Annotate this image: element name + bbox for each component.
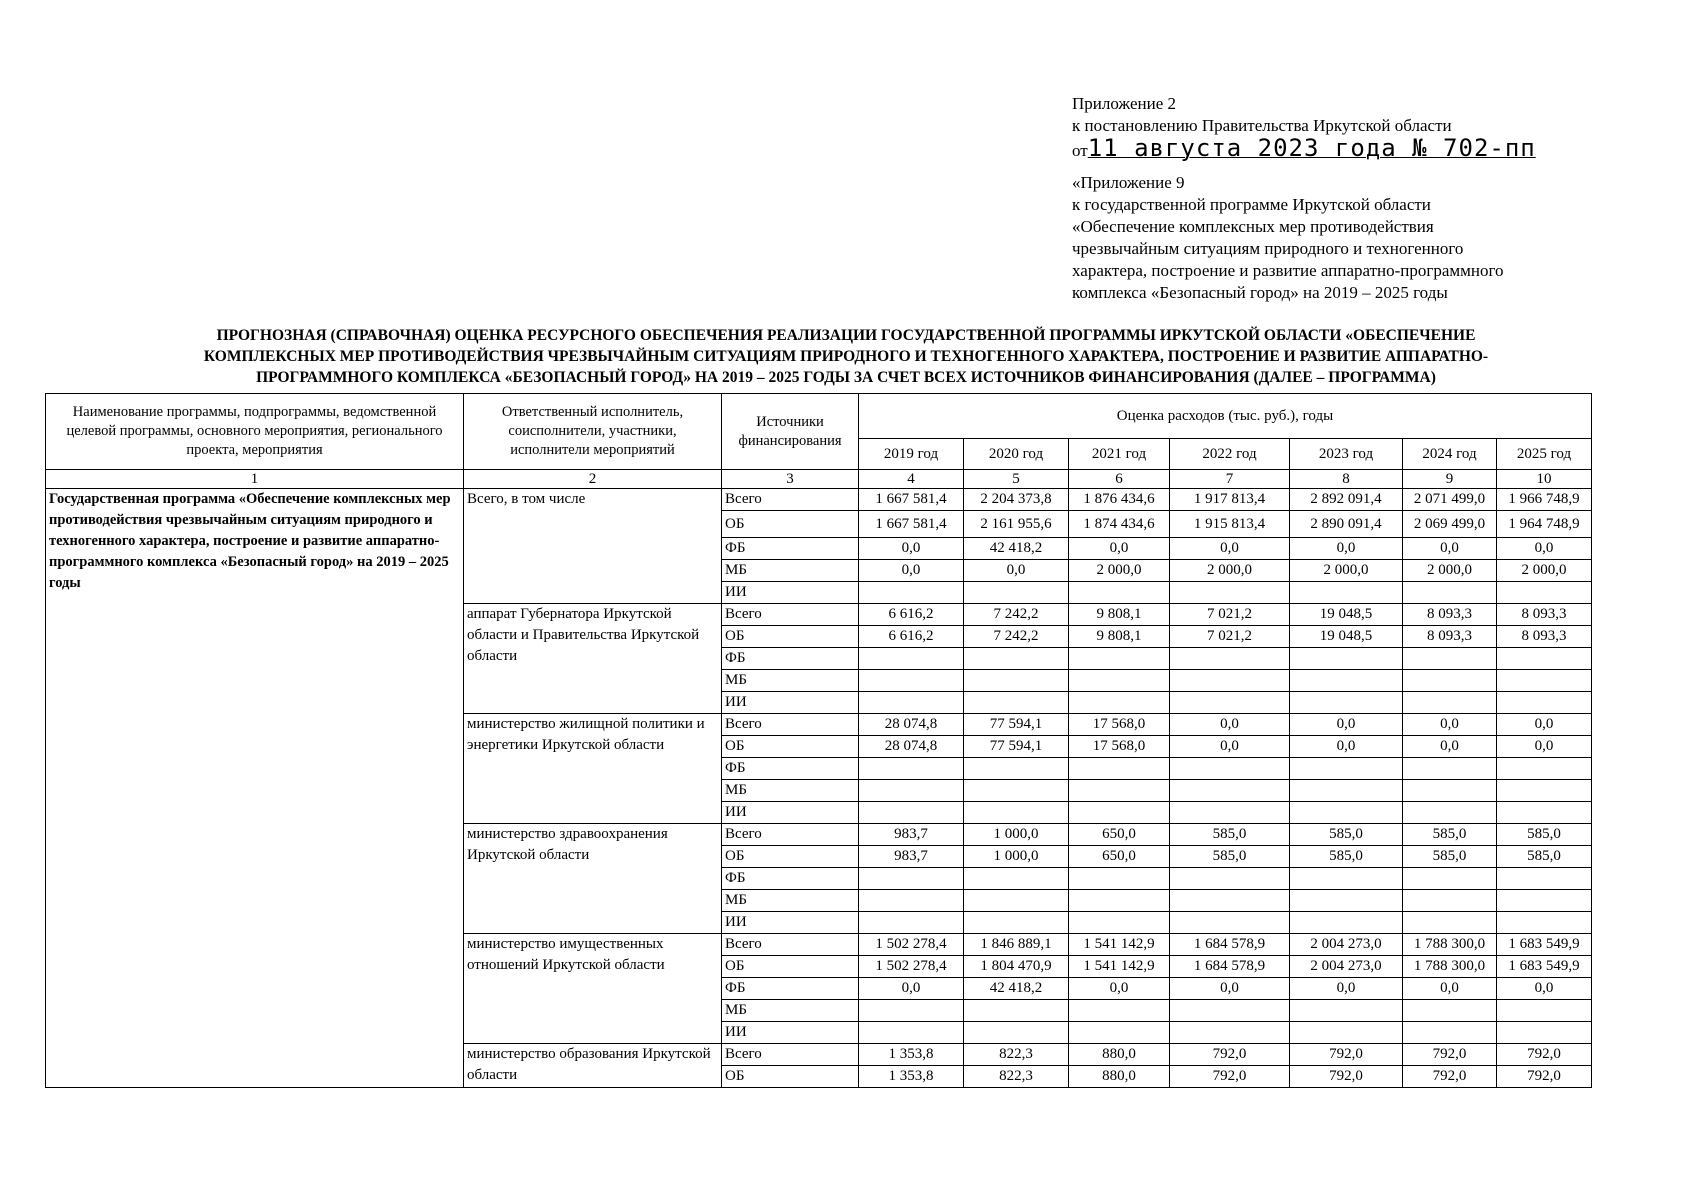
header-sources: Источники финансирования (722, 394, 859, 470)
appendix-line-4: «Приложение 9 (1072, 173, 1185, 192)
amount-cell (964, 670, 1069, 692)
amount-cell: 2 004 273,0 (1290, 934, 1403, 956)
amount-cell: 0,0 (1403, 978, 1497, 1000)
amount-cell (1290, 1022, 1403, 1044)
amount-cell: 0,0 (1170, 538, 1290, 560)
amount-cell (1069, 1022, 1170, 1044)
funding-source: ИИ (722, 912, 859, 934)
amount-cell: 2 000,0 (1403, 560, 1497, 582)
amount-cell: 983,7 (859, 846, 964, 868)
amount-cell (1497, 912, 1592, 934)
amount-cell: 1 966 748,9 (1497, 489, 1592, 511)
amount-cell: 792,0 (1170, 1044, 1290, 1066)
column-index: 1 (46, 470, 464, 489)
amount-cell (1170, 670, 1290, 692)
amount-cell: 7 242,2 (964, 626, 1069, 648)
funding-source: МБ (722, 1000, 859, 1022)
amount-cell: 8 093,3 (1403, 626, 1497, 648)
table-row (46, 489, 1592, 511)
amount-cell (964, 890, 1069, 912)
header-year: 2024 год (1403, 439, 1497, 470)
appendix-date-line (1072, 134, 1536, 162)
amount-cell: 0,0 (1290, 538, 1403, 560)
amount-cell (1497, 780, 1592, 802)
amount-cell (859, 692, 964, 714)
amount-cell: 9 808,1 (1069, 626, 1170, 648)
amount-cell: 1 804 470,9 (964, 956, 1069, 978)
amount-cell: 792,0 (1290, 1044, 1403, 1066)
amount-cell (1069, 890, 1170, 912)
title-line-3: ПРОГРАММНОГО КОМПЛЕКСА «БЕЗОПАСНЫЙ ГОРОД» НА 2019 – 2025 ГОДЫ ЗА СЧЕТ ВСЕХ ИСТОЧНИКОВ ФИНАНСИРОВАНИЯ (ДАЛЕЕ – ПРОГРАММА) (256, 369, 1436, 386)
amount-cell (859, 670, 964, 692)
amount-cell: 2 161 955,6 (964, 511, 1069, 538)
funding-source: ИИ (722, 1022, 859, 1044)
program-name: Государственная программа «Обеспечение комплексных мер противодействия чрезвычайным ситуациям природного и техногенного характера, построение и развитие аппаратно-программного комплекса «Безопасный город» на 2019 – 2025 годы (46, 489, 464, 1088)
amount-cell (1290, 780, 1403, 802)
amount-cell (1403, 802, 1497, 824)
amount-cell: 2 071 499,0 (1403, 489, 1497, 511)
funding-source: Всего (722, 714, 859, 736)
amount-cell: 8 093,3 (1403, 604, 1497, 626)
amount-cell (1497, 648, 1592, 670)
amount-cell: 1 683 549,9 (1497, 956, 1592, 978)
amount-cell (1403, 890, 1497, 912)
amount-cell (1290, 758, 1403, 780)
amount-cell (1497, 1000, 1592, 1022)
amount-cell (1403, 780, 1497, 802)
amount-cell: 7 021,2 (1170, 626, 1290, 648)
amount-cell (1069, 802, 1170, 824)
title-line-2: КОМПЛЕКСНЫХ МЕР ПРОТИВОДЕЙСТВИЯ ЧРЕЗВЫЧАЙНЫМ СИТУАЦИЯМ ПРИРОДНОГО И ТЕХНОГЕННОГО ХАРАКТЕРА, ПОСТРОЕНИЕ И РАЗВИТИЕ АППАРАТНО- (203, 348, 1489, 365)
amount-cell (1290, 890, 1403, 912)
amount-cell (859, 868, 964, 890)
funding-source: ИИ (722, 692, 859, 714)
funding-source: Всего (722, 824, 859, 846)
amount-cell (1170, 692, 1290, 714)
amount-cell: 17 568,0 (1069, 736, 1170, 758)
amount-cell (859, 912, 964, 934)
amount-cell: 1 000,0 (964, 824, 1069, 846)
funding-source: ОБ (722, 626, 859, 648)
appendix-line-9: комплекса «Безопасный город» на 2019 – 2025 годы (1072, 283, 1448, 302)
funding-source: ФБ (722, 978, 859, 1000)
amount-cell (1403, 670, 1497, 692)
amount-cell: 6 616,2 (859, 604, 964, 626)
header-executor: Ответственный исполнитель, соисполнители, участники, исполнители мероприятий (464, 394, 722, 470)
amount-cell (1069, 758, 1170, 780)
amount-cell (859, 890, 964, 912)
amount-cell: 77 594,1 (964, 736, 1069, 758)
amount-cell (964, 868, 1069, 890)
amount-cell (1290, 692, 1403, 714)
appendix-from: от (1072, 141, 1088, 160)
amount-cell (859, 802, 964, 824)
column-index: 9 (1403, 470, 1497, 489)
column-index: 4 (859, 470, 964, 489)
handwritten-date-number: 11 августа 2023 года № 702-пп (1087, 134, 1536, 162)
amount-cell (964, 692, 1069, 714)
amount-cell: 2 000,0 (1290, 560, 1403, 582)
amount-cell: 7 242,2 (964, 604, 1069, 626)
amount-cell (1069, 582, 1170, 604)
funding-source: Всего (722, 1044, 859, 1066)
amount-cell: 1 541 142,9 (1069, 956, 1170, 978)
executor-name: Всего, в том числе (464, 489, 722, 604)
amount-cell (1069, 1000, 1170, 1022)
funding-source: ОБ (722, 846, 859, 868)
amount-cell (1069, 648, 1170, 670)
amount-cell (859, 758, 964, 780)
header-year: 2022 год (1170, 439, 1290, 470)
column-index: 7 (1170, 470, 1290, 489)
amount-cell (964, 912, 1069, 934)
amount-cell: 77 594,1 (964, 714, 1069, 736)
executor-name: министерство образования Иркутской области (464, 1044, 722, 1088)
header-year: 2025 год (1497, 439, 1592, 470)
amount-cell: 1 667 581,4 (859, 489, 964, 511)
amount-cell: 42 418,2 (964, 978, 1069, 1000)
amount-cell (859, 1022, 964, 1044)
amount-cell: 0,0 (964, 560, 1069, 582)
amount-cell: 585,0 (1290, 824, 1403, 846)
amount-cell (859, 780, 964, 802)
amount-cell: 2 892 091,4 (1290, 489, 1403, 511)
funding-source: ФБ (722, 868, 859, 890)
amount-cell: 28 074,8 (859, 736, 964, 758)
header-year: 2021 год (1069, 439, 1170, 470)
amount-cell (964, 1000, 1069, 1022)
amount-cell: 0,0 (1497, 978, 1592, 1000)
amount-cell: 1 788 300,0 (1403, 956, 1497, 978)
amount-cell (1170, 648, 1290, 670)
amount-cell: 1 541 142,9 (1069, 934, 1170, 956)
appendix-line-5: к государственной программе Иркутской области (1072, 195, 1431, 214)
amount-cell: 792,0 (1497, 1044, 1592, 1066)
amount-cell (964, 1022, 1069, 1044)
amount-cell (1403, 648, 1497, 670)
amount-cell: 585,0 (1170, 846, 1290, 868)
amount-cell: 585,0 (1403, 846, 1497, 868)
amount-cell: 0,0 (1069, 538, 1170, 560)
column-index: 10 (1497, 470, 1592, 489)
amount-cell (1290, 912, 1403, 934)
amount-cell: 0,0 (1290, 978, 1403, 1000)
amount-cell: 8 093,3 (1497, 626, 1592, 648)
amount-cell (1170, 758, 1290, 780)
amount-cell: 0,0 (859, 538, 964, 560)
amount-cell (964, 648, 1069, 670)
amount-cell: 0,0 (1170, 978, 1290, 1000)
amount-cell (964, 582, 1069, 604)
funding-source: Всего (722, 489, 859, 511)
executor-name: министерство имущественных отношений Иркутской области (464, 934, 722, 1044)
funding-source: ИИ (722, 582, 859, 604)
amount-cell: 880,0 (1069, 1044, 1170, 1066)
amount-cell (1497, 758, 1592, 780)
amount-cell: 585,0 (1497, 824, 1592, 846)
amount-cell (1069, 692, 1170, 714)
amount-cell: 2 204 373,8 (964, 489, 1069, 511)
header-year: 2020 год (964, 439, 1069, 470)
funding-source: Всего (722, 604, 859, 626)
amount-cell (1497, 802, 1592, 824)
funding-source: МБ (722, 560, 859, 582)
amount-cell: 1 876 434,6 (1069, 489, 1170, 511)
amount-cell (1403, 758, 1497, 780)
amount-cell (1290, 1000, 1403, 1022)
amount-cell (1497, 1022, 1592, 1044)
appendix-line-8: характера, построение и развитие аппаратно-программного (1072, 261, 1504, 280)
amount-cell: 1 353,8 (859, 1044, 964, 1066)
amount-cell: 2 069 499,0 (1403, 511, 1497, 538)
executor-name: аппарат Губернатора Иркутской области и Правительства Иркутской области (464, 604, 722, 714)
amount-cell (1170, 582, 1290, 604)
amount-cell (1069, 912, 1170, 934)
funding-source: ФБ (722, 538, 859, 560)
column-index: 8 (1290, 470, 1403, 489)
funding-source: ОБ (722, 956, 859, 978)
amount-cell (1403, 868, 1497, 890)
amount-cell: 792,0 (1497, 1066, 1592, 1088)
amount-cell: 2 000,0 (1069, 560, 1170, 582)
column-index: 2 (464, 470, 722, 489)
amount-cell (859, 582, 964, 604)
amount-cell: 650,0 (1069, 824, 1170, 846)
amount-cell: 0,0 (1290, 714, 1403, 736)
resource-table (45, 393, 1592, 1088)
amount-cell: 2 000,0 (1170, 560, 1290, 582)
column-index: 5 (964, 470, 1069, 489)
amount-cell: 0,0 (1497, 714, 1592, 736)
amount-cell: 2 004 273,0 (1290, 956, 1403, 978)
amount-cell: 0,0 (1403, 714, 1497, 736)
amount-cell: 1 667 581,4 (859, 511, 964, 538)
amount-cell (1170, 1000, 1290, 1022)
amount-cell (964, 758, 1069, 780)
amount-cell: 1 353,8 (859, 1066, 964, 1088)
amount-cell: 1 683 549,9 (1497, 934, 1592, 956)
amount-cell: 1 788 300,0 (1403, 934, 1497, 956)
amount-cell: 792,0 (1290, 1066, 1403, 1088)
document-title (40, 325, 1652, 388)
amount-cell (1170, 868, 1290, 890)
appendix-block (1072, 93, 1536, 304)
amount-cell: 1 917 813,4 (1170, 489, 1290, 511)
amount-cell (1403, 582, 1497, 604)
amount-cell (1170, 802, 1290, 824)
amount-cell (1290, 868, 1403, 890)
amount-cell: 585,0 (1290, 846, 1403, 868)
amount-cell: 9 808,1 (1069, 604, 1170, 626)
amount-cell (1497, 582, 1592, 604)
amount-cell (1170, 912, 1290, 934)
amount-cell: 0,0 (1069, 978, 1170, 1000)
amount-cell (1403, 912, 1497, 934)
amount-cell: 2 000,0 (1497, 560, 1592, 582)
funding-source: МБ (722, 890, 859, 912)
amount-cell (1290, 648, 1403, 670)
amount-cell: 0,0 (1170, 714, 1290, 736)
amount-cell (1497, 890, 1592, 912)
amount-cell: 19 048,5 (1290, 626, 1403, 648)
amount-cell: 1 915 813,4 (1170, 511, 1290, 538)
amount-cell (1497, 670, 1592, 692)
amount-cell: 983,7 (859, 824, 964, 846)
appendix-line-6: «Обеспечение комплексных мер противодействия (1072, 217, 1434, 236)
amount-cell: 0,0 (1170, 736, 1290, 758)
amount-cell: 17 568,0 (1069, 714, 1170, 736)
amount-cell (1403, 1000, 1497, 1022)
amount-cell: 0,0 (1403, 538, 1497, 560)
amount-cell (859, 648, 964, 670)
amount-cell (1170, 1022, 1290, 1044)
funding-source: ОБ (722, 736, 859, 758)
amount-cell (1170, 780, 1290, 802)
funding-source: ФБ (722, 648, 859, 670)
amount-cell: 0,0 (1290, 736, 1403, 758)
header-year: 2023 год (1290, 439, 1403, 470)
amount-cell: 1 874 434,6 (1069, 511, 1170, 538)
amount-cell (1170, 890, 1290, 912)
amount-cell: 585,0 (1170, 824, 1290, 846)
funding-source: ОБ (722, 1066, 859, 1088)
amount-cell (1497, 868, 1592, 890)
amount-cell: 880,0 (1069, 1066, 1170, 1088)
amount-cell: 0,0 (859, 978, 964, 1000)
funding-source: МБ (722, 780, 859, 802)
amount-cell (964, 780, 1069, 802)
amount-cell: 42 418,2 (964, 538, 1069, 560)
column-index: 6 (1069, 470, 1170, 489)
amount-cell (1403, 692, 1497, 714)
amount-cell: 8 093,3 (1497, 604, 1592, 626)
amount-cell: 6 616,2 (859, 626, 964, 648)
appendix-line-7: чрезвычайным ситуациям природного и техногенного (1072, 239, 1464, 258)
amount-cell (1497, 692, 1592, 714)
executor-name: министерство здравоохранения Иркутской области (464, 824, 722, 934)
amount-cell (1069, 868, 1170, 890)
executor-name: министерство жилищной политики и энергетики Иркутской области (464, 714, 722, 824)
amount-cell: 1 684 578,9 (1170, 934, 1290, 956)
amount-cell: 0,0 (1497, 736, 1592, 758)
column-index: 3 (722, 470, 859, 489)
header-year: 2019 год (859, 439, 964, 470)
funding-source: ИИ (722, 802, 859, 824)
amount-cell: 2 890 091,4 (1290, 511, 1403, 538)
amount-cell: 0,0 (859, 560, 964, 582)
amount-cell: 1 502 278,4 (859, 956, 964, 978)
amount-cell: 1 000,0 (964, 846, 1069, 868)
amount-cell (1290, 802, 1403, 824)
amount-cell: 792,0 (1403, 1066, 1497, 1088)
amount-cell: 585,0 (1497, 846, 1592, 868)
amount-cell: 1 964 748,9 (1497, 511, 1592, 538)
amount-cell (964, 802, 1069, 824)
amount-cell: 28 074,8 (859, 714, 964, 736)
funding-source: ОБ (722, 511, 859, 538)
amount-cell (1290, 670, 1403, 692)
header-name: Наименование программы, подпрограммы, ведомственной целевой программы, основного мероприятия, регионального проекта, мероприятия (46, 394, 464, 470)
amount-cell: 650,0 (1069, 846, 1170, 868)
amount-cell: 1 684 578,9 (1170, 956, 1290, 978)
amount-cell: 822,3 (964, 1066, 1069, 1088)
amount-cell: 792,0 (1170, 1066, 1290, 1088)
amount-cell: 0,0 (1497, 538, 1592, 560)
amount-cell: 0,0 (1403, 736, 1497, 758)
title-line-1: ПРОГНОЗНАЯ (СПРАВОЧНАЯ) ОЦЕНКА РЕСУРСНОГО ОБЕСПЕЧЕНИЯ РЕАЛИЗАЦИИ ГОСУДАРСТВЕННОЙ ПРОГРАММЫ ИРКУТСКОЙ ОБЛАСТИ «ОБЕСПЕЧЕНИЕ (216, 327, 1476, 344)
header-estimate: Оценка расходов (тыс. руб.), годы (859, 394, 1592, 439)
amount-cell (1069, 780, 1170, 802)
amount-cell (1069, 670, 1170, 692)
amount-cell: 585,0 (1403, 824, 1497, 846)
amount-cell: 1 502 278,4 (859, 934, 964, 956)
amount-cell: 822,3 (964, 1044, 1069, 1066)
amount-cell: 792,0 (1403, 1044, 1497, 1066)
amount-cell (859, 1000, 964, 1022)
appendix-line-2: к постановлению Правительства Иркутской области (1072, 116, 1452, 135)
amount-cell: 19 048,5 (1290, 604, 1403, 626)
funding-source: ФБ (722, 758, 859, 780)
funding-source: МБ (722, 670, 859, 692)
amount-cell: 7 021,2 (1170, 604, 1290, 626)
amount-cell (1403, 1022, 1497, 1044)
appendix-line-1: Приложение 2 (1072, 94, 1176, 113)
amount-cell: 1 846 889,1 (964, 934, 1069, 956)
funding-source: Всего (722, 934, 859, 956)
amount-cell (1290, 582, 1403, 604)
